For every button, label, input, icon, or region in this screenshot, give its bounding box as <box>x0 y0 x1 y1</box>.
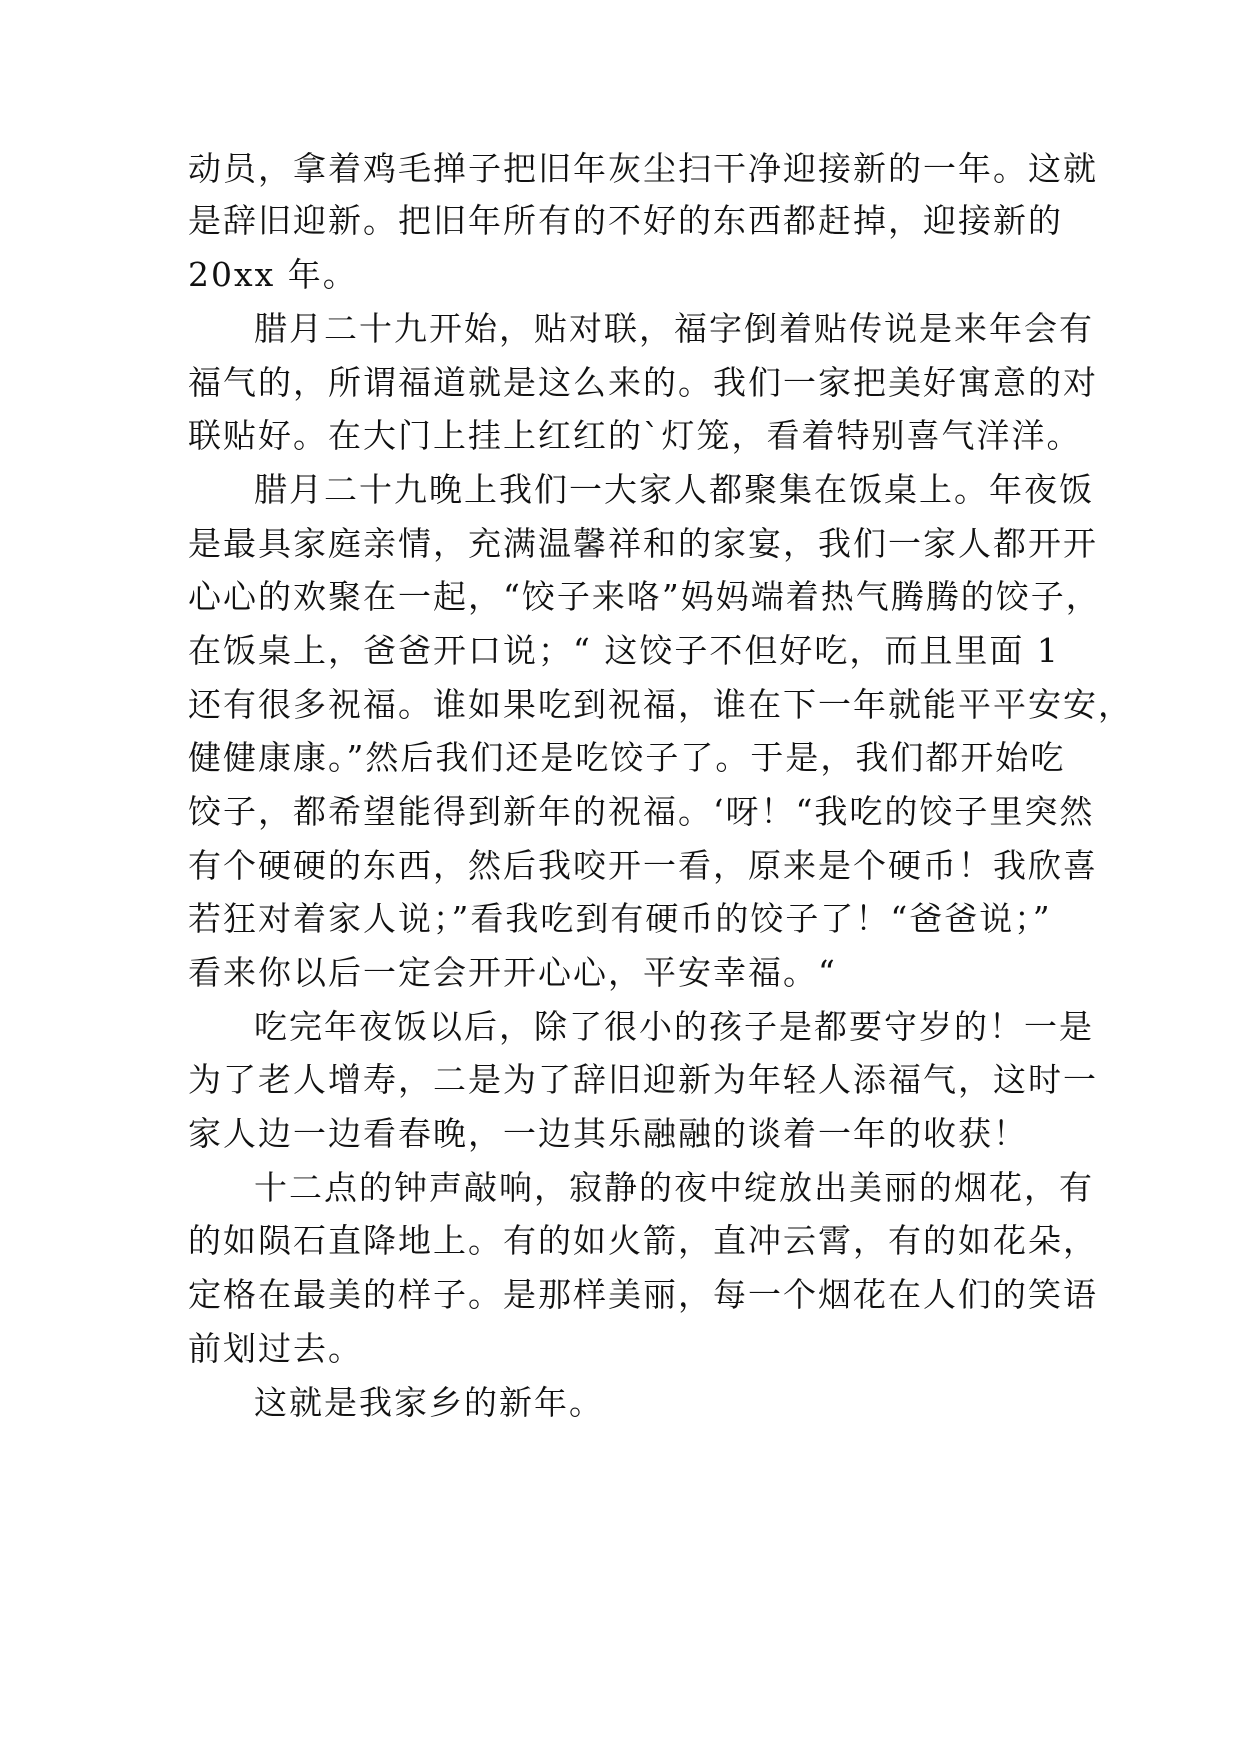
text-line: 是辞旧迎新。把旧年所有的不好的东西都赶掉，迎接新的 <box>188 201 1063 240</box>
text-line: 的如陨石直降地上。有的如火箭，直冲云霄，有的如花朵， <box>188 1221 1098 1260</box>
paragraph-first-line: 腊月二十九晚上我们一大家人都聚集在饭桌上。年夜饭 <box>254 470 1094 509</box>
text-line: 前划过去。 <box>188 1329 363 1368</box>
text-line: 若狂对着家人说；”看我吃到有硬币的饺子了！“爸爸说；” <box>188 899 1052 938</box>
text-line: 为了老人增寿，二是为了辞旧迎新为年轻人添福气，这时一 <box>188 1060 1098 1099</box>
text-line: 家人边一边看春晚，一边其乐融融的谈着一年的收获！ <box>188 1114 1028 1153</box>
paragraph-first-line: 这就是我家乡的新年。 <box>254 1383 604 1422</box>
text-line: 还有很多祝福。谁如果吃到祝福，谁在下一年就能平平安安， <box>188 685 1133 724</box>
text-line: 20xx 年。 <box>188 255 358 294</box>
text-line: 定格在最美的样子。是那样美丽，每一个烟花在人们的笑语 <box>188 1275 1098 1314</box>
text-line: 福气的，所谓福道就是这么来的。我们一家把美好寓意的对 <box>188 363 1098 402</box>
paragraph-first-line: 十二点的钟声敲响，寂静的夜中绽放出美丽的烟花，有 <box>254 1168 1094 1207</box>
text-line: 有个硬硬的东西，然后我咬开一看，原来是个硬币！我欣喜 <box>188 846 1098 885</box>
text-line: 联贴好。在大门上挂上红红的`灯笼，看着特别喜气洋洋。 <box>188 416 1082 455</box>
text-line: 是最具家庭亲情，充满温馨祥和的家宴，我们一家人都开开 <box>188 524 1098 563</box>
text-line: 饺子，都希望能得到新年的祝福。‘呀！“我吃的饺子里突然 <box>188 792 1095 831</box>
text-line: 看来你以后一定会开开心心，平安幸福。“ <box>188 953 837 992</box>
text-line: 在饭桌上，爸爸开口说；“ 这饺子不但好吃，而且里面 1 <box>188 631 1060 670</box>
text-line: 健健康康。”然后我们还是吃饺子了。于是，我们都开始吃 <box>188 738 1066 777</box>
paragraph-first-line: 吃完年夜饭以后，除了很小的孩子是都要守岁的！一是 <box>254 1007 1094 1046</box>
paragraph-first-line: 腊月二十九开始，贴对联，福字倒着贴传说是来年会有 <box>254 309 1094 348</box>
text-line: 动员，拿着鸡毛掸子把旧年灰尘扫干净迎接新的一年。这就 <box>188 149 1098 188</box>
text-line: 心心的欢聚在一起，“饺子来咯”妈妈端着热气腾腾的饺子， <box>188 577 1101 616</box>
